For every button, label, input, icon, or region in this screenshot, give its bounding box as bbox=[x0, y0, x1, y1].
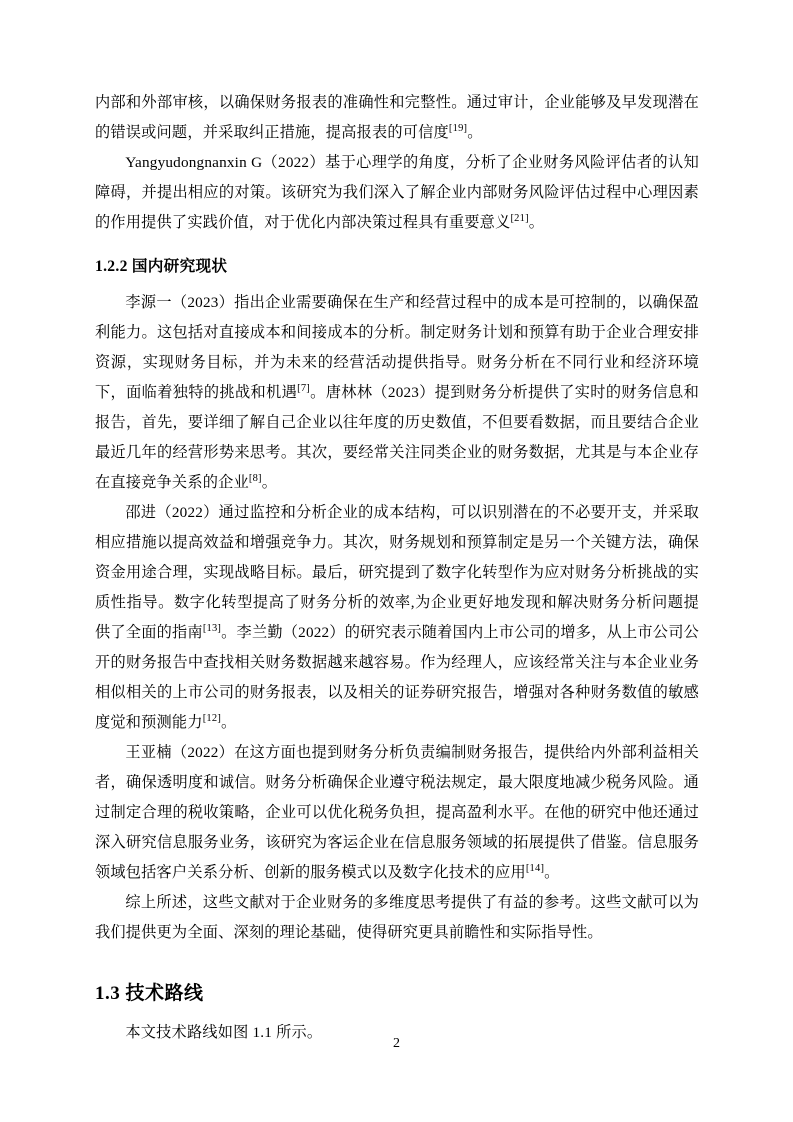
page-number: 2 bbox=[393, 1036, 400, 1051]
heading-technical-route: 1.3 技术路线 bbox=[95, 983, 204, 1004]
paragraph-text: 内部和外部审核，以确保财务报表的准确性和完整性。通过审计，企业能够及早发现潜在的错误或问题，并采取纠正措施，提高报表的可信度 bbox=[95, 94, 699, 141]
page-content bbox=[95, 88, 699, 1048]
paragraph-liyuanyi bbox=[95, 288, 699, 498]
paragraph-summary bbox=[95, 888, 699, 948]
segment-text: 。 bbox=[261, 474, 278, 491]
citation-ref: [21] bbox=[510, 212, 529, 224]
citation-ref: [12] bbox=[202, 712, 222, 724]
paragraph-tail: 。 bbox=[528, 214, 545, 231]
paragraph-tail: 。 bbox=[467, 124, 483, 141]
citation-ref: [8] bbox=[248, 472, 262, 484]
paragraph-technical-route: 本文技术路线如图 1.1 所示。 bbox=[125, 1024, 323, 1041]
citation-ref: [13] bbox=[202, 622, 222, 634]
segment-text: 。唐林林（2023）提到财务分析提供了实时的财务信息和报告，首先，要详细了解自己企业以往年度的历史数值，不但要看数据，而且要结合企业最近几年的经营形势来思考。其次，要经常关注同类企业的财务数据，尤其是与本企业存在直接竞争关系的企业 bbox=[95, 384, 699, 491]
paragraph-continuation bbox=[95, 88, 699, 148]
segment-text: 邵进（2022）通过监控和分析企业的成本结构，可以识别潜在的不必要开支，并采取相应措施以提高效益和增强竞争力。其次，财务规划和预算制定是另一个关键方法，确保资金用途合理，实现战略目标。最后，研究提到了数字化转型作为应对财务分析挑战的实质性指导。数字化转型提高了财务分析的效率,为企业更好地发现和解决财务分析问题提供了全面的指南 bbox=[95, 504, 699, 641]
heading-domestic-research: 1.2.2 国内研究现状 bbox=[95, 258, 228, 275]
paragraph-shaojin bbox=[95, 498, 699, 738]
segment-text: 。 bbox=[544, 864, 560, 881]
citation-ref: [7] bbox=[297, 382, 310, 394]
segment-text: 王亚楠（2022）在这方面也提到财务分析负责编制财务报告，提供给内外部利益相关者，确保透明度和诚信。财务分析确保企业遵守税法规定，最大限度地减少税务风险。通过制定合理的税收策略，企业可以优化税务负担，提高盈利水平。在他的研究中他还通过深入研究信息服务业务，该研究为客运企业在信息服务领域的拓展提供了借鉴。信息服务领域包括客户关系分析、创新的服务模式以及数字化技术的应用 bbox=[95, 744, 699, 881]
segment-text: 。李兰勤（2022）的研究表示随着国内上市公司的增多，从上市公司公开的财务报告中查找相关财务数据越来越容易。作为经理人，应该经常关注与本企业业务相似相关的上市公司的财务报表，以及相关的证券研究报告，增强对各种财务数值的敏感度觉和预测能力 bbox=[95, 624, 699, 731]
paragraph-foreign-study bbox=[95, 148, 699, 238]
segment-text: 综上所述，这些文献对于企业财务的多维度思考提供了有益的参考。这些文献可以为我们提供更为全面、深刻的理论基础，使得研究更具前瞻性和实际指导性。 bbox=[95, 894, 699, 941]
paragraph-wangyanan bbox=[95, 738, 699, 888]
paragraph-text: Yangyudongnanxin G（2022）基于心理学的角度，分析了企业财务风险评估者的认知障碍，并提出相应的对策。该研究为我们深入了解企业内部财务风险评估过程中心理因素的作用提供了实践价值，对于优化内部决策过程具有重要意义 bbox=[95, 154, 699, 231]
segment-text: 李源一（2023）指出企业需要确保在生产和经营过程中的成本是可控制的，以确保盈利能力。这包括对直接成本和间接成本的分析。制定财务计划和预算有助于企业合理安排资源，实现财务目标，并为未来的经营活动提供指导。财务分析在不同行业和经济环境下，面临着独特的挑战和机遇 bbox=[95, 294, 699, 401]
citation-ref: [19] bbox=[448, 122, 468, 134]
segment-text: 。 bbox=[221, 714, 237, 731]
citation-ref: [14] bbox=[525, 862, 545, 874]
